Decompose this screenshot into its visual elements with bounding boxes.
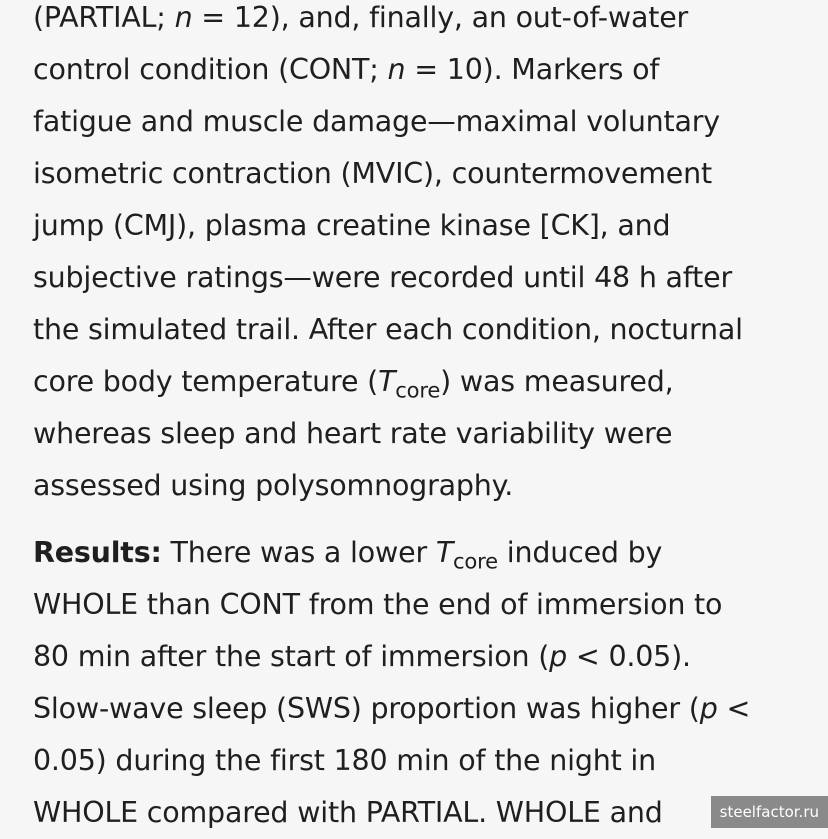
text-line: fatigue and muscle damage—maximal voluntary <box>33 105 720 138</box>
text-run: induced by <box>497 536 663 569</box>
italic-variable: T <box>435 536 454 569</box>
text-line <box>33 356 813 408</box>
italic-variable: n <box>174 1 193 34</box>
text-line: subjective ratings—were recorded until 48 h after <box>33 261 732 294</box>
text-run: < 0.05). <box>567 640 691 673</box>
text-run: = 12), and, finally, an out-of-water <box>192 1 689 34</box>
italic-variable: n <box>387 53 406 86</box>
results-label: Results: <box>33 536 162 569</box>
text-line <box>33 44 813 96</box>
methods-paragraph <box>33 0 813 512</box>
text-run: = 10). Markers of <box>405 53 660 86</box>
text-run: < <box>717 692 751 725</box>
italic-variable: T <box>378 365 396 398</box>
text-line: WHOLE than CONT from the end of immersion to <box>33 588 723 621</box>
text-run: core body temperature ( <box>33 365 379 398</box>
text-run: Slow-wave sleep (SWS) proportion was higher ( <box>33 692 700 725</box>
text-line <box>33 631 813 683</box>
text-run: (PARTIAL; <box>33 1 175 34</box>
text-line: isometric contraction (MVIC), countermovement <box>33 157 712 190</box>
text-line <box>33 527 813 579</box>
text-line: the simulated trail. After each condition, nocturnal <box>33 313 743 346</box>
text-line: jump (CMJ), plasma creatine kinase [CK], and <box>33 209 671 242</box>
text-line: whereas sleep and heart rate variability were <box>33 417 673 450</box>
text-run: control condition (CONT; <box>33 53 388 86</box>
text-line <box>33 0 813 44</box>
results-paragraph <box>33 527 813 839</box>
text-line: 0.05) during the first 180 min of the night in <box>33 744 656 777</box>
text-run: ) was measured, <box>440 365 674 398</box>
subscript: core <box>453 548 498 574</box>
watermark-badge: steelfactor.ru <box>711 796 828 828</box>
text-run: 80 min after the start of immersion ( <box>33 640 550 673</box>
text-run: There was a lower <box>161 536 436 569</box>
subscript: core <box>395 377 441 403</box>
text-line: WHOLE compared with PARTIAL. WHOLE and <box>33 796 663 829</box>
text-line: assessed using polysomnography. <box>33 469 514 502</box>
text-line <box>33 683 813 735</box>
italic-variable: p <box>549 640 568 673</box>
italic-variable: p <box>699 692 718 725</box>
